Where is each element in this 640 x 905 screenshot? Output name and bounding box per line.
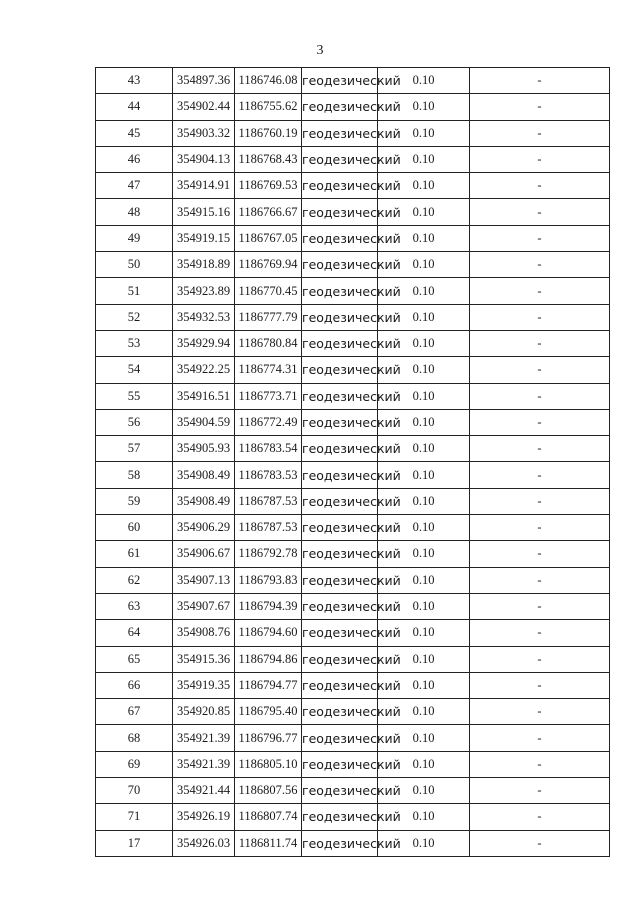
x-coordinate-cell: 354908.49 xyxy=(173,488,235,514)
table-row xyxy=(96,357,610,383)
table-row xyxy=(96,120,610,146)
y-coordinate-cell: 1186773.71 xyxy=(235,383,302,409)
point-number-cell: 67 xyxy=(96,699,173,725)
y-coordinate-cell: 1186777.79 xyxy=(235,304,302,330)
table-row xyxy=(96,672,610,698)
point-number-cell: 47 xyxy=(96,173,173,199)
point-number-cell: 17 xyxy=(96,830,173,856)
description-cell: - xyxy=(470,225,610,251)
method-cell: геодезический xyxy=(302,146,378,172)
description-cell: - xyxy=(470,173,610,199)
y-coordinate-cell: 1186792.78 xyxy=(235,541,302,567)
table-row xyxy=(96,830,610,856)
table-row xyxy=(96,620,610,646)
method-cell: геодезический xyxy=(302,620,378,646)
method-cell: геодезический xyxy=(302,541,378,567)
point-number-cell: 71 xyxy=(96,804,173,830)
method-cell: геодезический xyxy=(302,436,378,462)
description-cell: - xyxy=(470,278,610,304)
table-row xyxy=(96,173,610,199)
method-cell: геодезический xyxy=(302,68,378,94)
point-number-cell: 49 xyxy=(96,225,173,251)
x-coordinate-cell: 354907.67 xyxy=(173,593,235,619)
table-row xyxy=(96,199,610,225)
accuracy-cell: 0.10 xyxy=(378,146,470,172)
accuracy-cell: 0.10 xyxy=(378,278,470,304)
accuracy-cell: 0.10 xyxy=(378,515,470,541)
x-coordinate-cell: 354922.25 xyxy=(173,357,235,383)
accuracy-cell: 0.10 xyxy=(378,357,470,383)
table-row xyxy=(96,725,610,751)
x-coordinate-cell: 354907.13 xyxy=(173,567,235,593)
method-cell: геодезический xyxy=(302,278,378,304)
y-coordinate-cell: 1186794.39 xyxy=(235,593,302,619)
method-cell: геодезический xyxy=(302,409,378,435)
y-coordinate-cell: 1186768.43 xyxy=(235,146,302,172)
method-cell: геодезический xyxy=(302,199,378,225)
y-coordinate-cell: 1186783.53 xyxy=(235,462,302,488)
x-coordinate-cell: 354905.93 xyxy=(173,436,235,462)
table-row xyxy=(96,593,610,619)
page-number: 3 xyxy=(316,43,324,58)
x-coordinate-cell: 354926.19 xyxy=(173,804,235,830)
accuracy-cell: 0.10 xyxy=(378,120,470,146)
description-cell: - xyxy=(470,462,610,488)
table-row xyxy=(96,409,610,435)
accuracy-cell: 0.10 xyxy=(378,225,470,251)
method-cell: геодезический xyxy=(302,120,378,146)
method-cell: геодезический xyxy=(302,672,378,698)
description-cell: - xyxy=(470,436,610,462)
x-coordinate-cell: 354926.03 xyxy=(173,830,235,856)
description-cell: - xyxy=(470,541,610,567)
table-row xyxy=(96,488,610,514)
table-row xyxy=(96,304,610,330)
coordinates-table xyxy=(95,67,610,857)
table-row xyxy=(96,383,610,409)
point-number-cell: 53 xyxy=(96,330,173,356)
x-coordinate-cell: 354916.51 xyxy=(173,383,235,409)
table-row xyxy=(96,751,610,777)
x-coordinate-cell: 354921.39 xyxy=(173,725,235,751)
description-cell: - xyxy=(470,804,610,830)
point-number-cell: 48 xyxy=(96,199,173,225)
point-number-cell: 56 xyxy=(96,409,173,435)
accuracy-cell: 0.10 xyxy=(378,620,470,646)
y-coordinate-cell: 1186793.83 xyxy=(235,567,302,593)
x-coordinate-cell: 354932.53 xyxy=(173,304,235,330)
x-coordinate-cell: 354929.94 xyxy=(173,330,235,356)
method-cell: геодезический xyxy=(302,94,378,120)
y-coordinate-cell: 1186794.60 xyxy=(235,620,302,646)
table-row xyxy=(96,462,610,488)
accuracy-cell: 0.10 xyxy=(378,725,470,751)
x-coordinate-cell: 354918.89 xyxy=(173,252,235,278)
method-cell: геодезический xyxy=(302,515,378,541)
method-cell: геодезический xyxy=(302,751,378,777)
accuracy-cell: 0.10 xyxy=(378,199,470,225)
table-row xyxy=(96,567,610,593)
point-number-cell: 55 xyxy=(96,383,173,409)
x-coordinate-cell: 354915.16 xyxy=(173,199,235,225)
table-row xyxy=(96,515,610,541)
coordinates-table-body xyxy=(96,68,610,857)
method-cell: геодезический xyxy=(302,330,378,356)
y-coordinate-cell: 1186794.86 xyxy=(235,646,302,672)
method-cell: геодезический xyxy=(302,357,378,383)
point-number-cell: 68 xyxy=(96,725,173,751)
x-coordinate-cell: 354920.85 xyxy=(173,699,235,725)
table-row xyxy=(96,330,610,356)
y-coordinate-cell: 1186774.31 xyxy=(235,357,302,383)
method-cell: геодезический xyxy=(302,225,378,251)
accuracy-cell: 0.10 xyxy=(378,567,470,593)
point-number-cell: 61 xyxy=(96,541,173,567)
accuracy-cell: 0.10 xyxy=(378,830,470,856)
description-cell: - xyxy=(470,304,610,330)
y-coordinate-cell: 1186766.67 xyxy=(235,199,302,225)
y-coordinate-cell: 1186794.77 xyxy=(235,672,302,698)
description-cell: - xyxy=(470,330,610,356)
point-number-cell: 63 xyxy=(96,593,173,619)
accuracy-cell: 0.10 xyxy=(378,409,470,435)
description-cell: - xyxy=(470,515,610,541)
description-cell: - xyxy=(470,252,610,278)
y-coordinate-cell: 1186780.84 xyxy=(235,330,302,356)
accuracy-cell: 0.10 xyxy=(378,383,470,409)
table-row xyxy=(96,699,610,725)
description-cell: - xyxy=(470,620,610,646)
point-number-cell: 54 xyxy=(96,357,173,383)
description-cell: - xyxy=(470,94,610,120)
y-coordinate-cell: 1186770.45 xyxy=(235,278,302,304)
point-number-cell: 65 xyxy=(96,646,173,672)
method-cell: геодезический xyxy=(302,804,378,830)
point-number-cell: 66 xyxy=(96,672,173,698)
method-cell: геодезический xyxy=(302,830,378,856)
accuracy-cell: 0.10 xyxy=(378,488,470,514)
x-coordinate-cell: 354923.89 xyxy=(173,278,235,304)
point-number-cell: 64 xyxy=(96,620,173,646)
y-coordinate-cell: 1186769.53 xyxy=(235,173,302,199)
description-cell: - xyxy=(470,725,610,751)
x-coordinate-cell: 354903.32 xyxy=(173,120,235,146)
accuracy-cell: 0.10 xyxy=(378,804,470,830)
method-cell: геодезический xyxy=(302,725,378,751)
method-cell: геодезический xyxy=(302,173,378,199)
description-cell: - xyxy=(470,778,610,804)
accuracy-cell: 0.10 xyxy=(378,462,470,488)
description-cell: - xyxy=(470,593,610,619)
x-coordinate-cell: 354915.36 xyxy=(173,646,235,672)
method-cell: геодезический xyxy=(302,304,378,330)
accuracy-cell: 0.10 xyxy=(378,751,470,777)
y-coordinate-cell: 1186769.94 xyxy=(235,252,302,278)
method-cell: геодезический xyxy=(302,252,378,278)
x-coordinate-cell: 354914.91 xyxy=(173,173,235,199)
table-row xyxy=(96,436,610,462)
description-cell: - xyxy=(470,409,610,435)
x-coordinate-cell: 354902.44 xyxy=(173,94,235,120)
table-row xyxy=(96,225,610,251)
accuracy-cell: 0.10 xyxy=(378,593,470,619)
accuracy-cell: 0.10 xyxy=(378,68,470,94)
method-cell: геодезический xyxy=(302,567,378,593)
y-coordinate-cell: 1186796.77 xyxy=(235,725,302,751)
description-cell: - xyxy=(470,146,610,172)
description-cell: - xyxy=(470,567,610,593)
description-cell: - xyxy=(470,120,610,146)
table-row xyxy=(96,778,610,804)
y-coordinate-cell: 1186746.08 xyxy=(235,68,302,94)
point-number-cell: 51 xyxy=(96,278,173,304)
point-number-cell: 70 xyxy=(96,778,173,804)
point-number-cell: 44 xyxy=(96,94,173,120)
accuracy-cell: 0.10 xyxy=(378,541,470,567)
y-coordinate-cell: 1186772.49 xyxy=(235,409,302,435)
method-cell: геодезический xyxy=(302,699,378,725)
point-number-cell: 60 xyxy=(96,515,173,541)
point-number-cell: 46 xyxy=(96,146,173,172)
x-coordinate-cell: 354921.44 xyxy=(173,778,235,804)
accuracy-cell: 0.10 xyxy=(378,646,470,672)
accuracy-cell: 0.10 xyxy=(378,699,470,725)
table-row xyxy=(96,804,610,830)
y-coordinate-cell: 1186807.74 xyxy=(235,804,302,830)
y-coordinate-cell: 1186807.56 xyxy=(235,778,302,804)
table-row xyxy=(96,94,610,120)
y-coordinate-cell: 1186760.19 xyxy=(235,120,302,146)
accuracy-cell: 0.10 xyxy=(378,304,470,330)
x-coordinate-cell: 354921.39 xyxy=(173,751,235,777)
point-number-cell: 58 xyxy=(96,462,173,488)
y-coordinate-cell: 1186767.05 xyxy=(235,225,302,251)
table-row xyxy=(96,278,610,304)
x-coordinate-cell: 354906.29 xyxy=(173,515,235,541)
point-number-cell: 57 xyxy=(96,436,173,462)
table-row xyxy=(96,252,610,278)
x-coordinate-cell: 354908.76 xyxy=(173,620,235,646)
description-cell: - xyxy=(470,68,610,94)
accuracy-cell: 0.10 xyxy=(378,330,470,356)
accuracy-cell: 0.10 xyxy=(378,173,470,199)
point-number-cell: 43 xyxy=(96,68,173,94)
y-coordinate-cell: 1186795.40 xyxy=(235,699,302,725)
point-number-cell: 50 xyxy=(96,252,173,278)
y-coordinate-cell: 1186805.10 xyxy=(235,751,302,777)
method-cell: геодезический xyxy=(302,593,378,619)
method-cell: геодезический xyxy=(302,383,378,409)
method-cell: геодезический xyxy=(302,646,378,672)
method-cell: геодезический xyxy=(302,488,378,514)
method-cell: геодезический xyxy=(302,778,378,804)
description-cell: - xyxy=(470,383,610,409)
table-row xyxy=(96,146,610,172)
description-cell: - xyxy=(470,646,610,672)
table-row xyxy=(96,68,610,94)
y-coordinate-cell: 1186783.54 xyxy=(235,436,302,462)
description-cell: - xyxy=(470,672,610,698)
accuracy-cell: 0.10 xyxy=(378,94,470,120)
description-cell: - xyxy=(470,488,610,514)
accuracy-cell: 0.10 xyxy=(378,672,470,698)
description-cell: - xyxy=(470,751,610,777)
point-number-cell: 52 xyxy=(96,304,173,330)
table-row xyxy=(96,646,610,672)
x-coordinate-cell: 354906.67 xyxy=(173,541,235,567)
x-coordinate-cell: 354904.59 xyxy=(173,409,235,435)
accuracy-cell: 0.10 xyxy=(378,252,470,278)
x-coordinate-cell: 354904.13 xyxy=(173,146,235,172)
point-number-cell: 59 xyxy=(96,488,173,514)
method-cell: геодезический xyxy=(302,462,378,488)
x-coordinate-cell: 354897.36 xyxy=(173,68,235,94)
x-coordinate-cell: 354919.35 xyxy=(173,672,235,698)
x-coordinate-cell: 354919.15 xyxy=(173,225,235,251)
accuracy-cell: 0.10 xyxy=(378,436,470,462)
description-cell: - xyxy=(470,199,610,225)
y-coordinate-cell: 1186787.53 xyxy=(235,488,302,514)
point-number-cell: 45 xyxy=(96,120,173,146)
table-row xyxy=(96,541,610,567)
y-coordinate-cell: 1186811.74 xyxy=(235,830,302,856)
x-coordinate-cell: 354908.49 xyxy=(173,462,235,488)
description-cell: - xyxy=(470,357,610,383)
y-coordinate-cell: 1186755.62 xyxy=(235,94,302,120)
description-cell: - xyxy=(470,830,610,856)
point-number-cell: 62 xyxy=(96,567,173,593)
accuracy-cell: 0.10 xyxy=(378,778,470,804)
description-cell: - xyxy=(470,699,610,725)
point-number-cell: 69 xyxy=(96,751,173,777)
y-coordinate-cell: 1186787.53 xyxy=(235,515,302,541)
